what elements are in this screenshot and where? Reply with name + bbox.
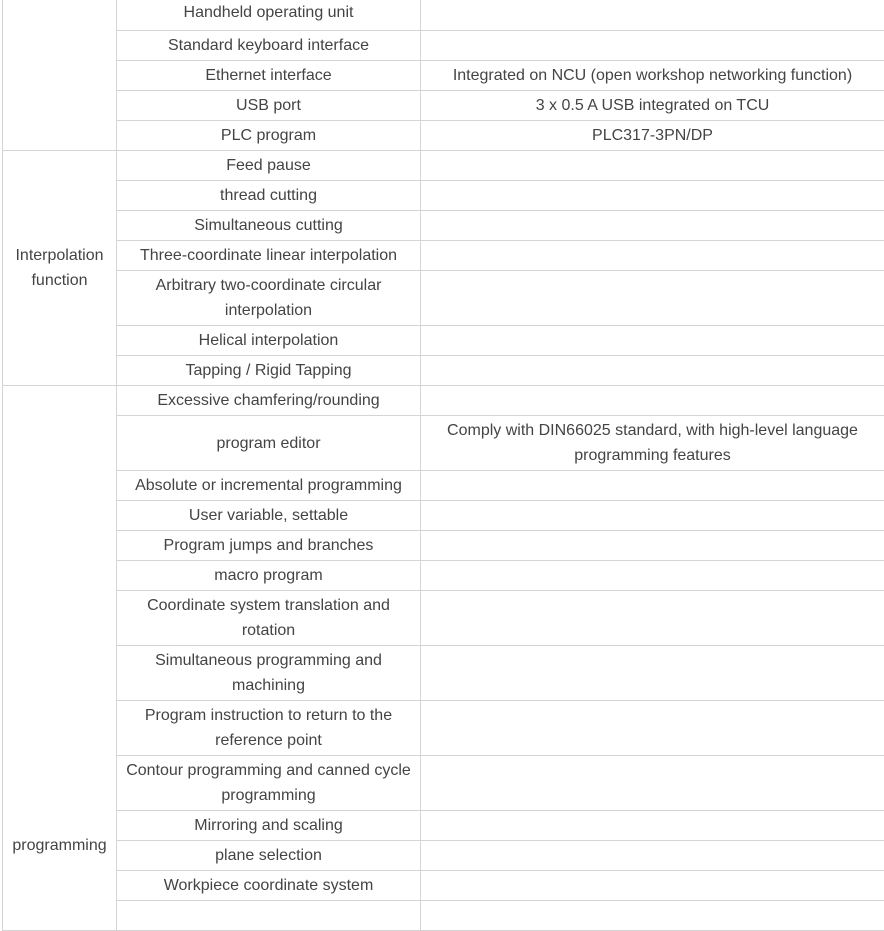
- table-row: [3, 501, 884, 531]
- table-row: [3, 386, 884, 416]
- value-cell: [421, 756, 884, 811]
- feature-cell: Arbitrary two-coordinate circular interpolation: [117, 271, 421, 326]
- value-cell: [421, 501, 884, 531]
- table-row: [3, 91, 884, 121]
- value-cell: Comply with DIN66025 standard, with high-level language programming features: [421, 416, 884, 471]
- table-row: [3, 241, 884, 271]
- feature-cell: USB port: [117, 91, 421, 121]
- table-row: [3, 0, 884, 31]
- feature-cell: Handheld operating unit: [117, 0, 421, 31]
- feature-cell: program editor: [117, 416, 421, 471]
- table-row: [3, 531, 884, 561]
- table-row: [3, 901, 884, 931]
- feature-cell: plane selection: [117, 841, 421, 871]
- table-row: [3, 211, 884, 241]
- value-cell: PLC317-3PN/DP: [421, 121, 884, 151]
- feature-cell: Absolute or incremental programming: [117, 471, 421, 501]
- value-cell: [421, 211, 884, 241]
- feature-cell: User variable, settable: [117, 501, 421, 531]
- table-row: [3, 31, 884, 61]
- table-row: [3, 181, 884, 211]
- table-row: [3, 61, 884, 91]
- value-cell: [421, 31, 884, 61]
- value-cell: [421, 841, 884, 871]
- feature-cell: Coordinate system translation and rotation: [117, 591, 421, 646]
- value-cell: [421, 471, 884, 501]
- category-cell: programming: [3, 386, 117, 931]
- feature-cell: PLC program: [117, 121, 421, 151]
- feature-cell: Simultaneous cutting: [117, 211, 421, 241]
- feature-cell: [117, 901, 421, 931]
- feature-cell: Standard keyboard interface: [117, 31, 421, 61]
- value-cell: Integrated on NCU (open workshop networking function): [421, 61, 884, 91]
- value-cell: [421, 561, 884, 591]
- feature-cell: Feed pause: [117, 151, 421, 181]
- feature-cell: Excessive chamfering/rounding: [117, 386, 421, 416]
- value-cell: [421, 181, 884, 211]
- value-cell: [421, 356, 884, 386]
- feature-cell: Simultaneous programming and machining: [117, 646, 421, 701]
- value-cell: [421, 0, 884, 31]
- feature-cell: thread cutting: [117, 181, 421, 211]
- value-cell: [421, 241, 884, 271]
- value-cell: [421, 591, 884, 646]
- value-cell: [421, 901, 884, 931]
- category-cell: [3, 0, 117, 151]
- table-row: [3, 151, 884, 181]
- table-row: [3, 756, 884, 811]
- table-row: [3, 471, 884, 501]
- table-row: [3, 121, 884, 151]
- feature-cell: Helical interpolation: [117, 326, 421, 356]
- value-cell: 3 x 0.5 A USB integrated on TCU: [421, 91, 884, 121]
- feature-cell: Program instruction to return to the reference point: [117, 701, 421, 756]
- table-row: [3, 416, 884, 471]
- feature-cell: macro program: [117, 561, 421, 591]
- value-cell: [421, 531, 884, 561]
- feature-cell: Ethernet interface: [117, 61, 421, 91]
- value-cell: [421, 386, 884, 416]
- table-row: [3, 561, 884, 591]
- feature-cell: Tapping / Rigid Tapping: [117, 356, 421, 386]
- value-cell: [421, 271, 884, 326]
- table-row: [3, 646, 884, 701]
- table-row: [3, 591, 884, 646]
- value-cell: [421, 646, 884, 701]
- feature-cell: Mirroring and scaling: [117, 811, 421, 841]
- table-row: [3, 841, 884, 871]
- table-row: [3, 871, 884, 901]
- table-row: [3, 271, 884, 326]
- table-row: [3, 326, 884, 356]
- value-cell: [421, 326, 884, 356]
- feature-cell: Workpiece coordinate system: [117, 871, 421, 901]
- feature-cell: Contour programming and canned cycle programming: [117, 756, 421, 811]
- category-cell: Interpolation function: [3, 151, 117, 386]
- value-cell: [421, 151, 884, 181]
- table-row: [3, 811, 884, 841]
- table-row: [3, 356, 884, 386]
- spec-table: [2, 0, 884, 931]
- value-cell: [421, 871, 884, 901]
- feature-cell: Three-coordinate linear interpolation: [117, 241, 421, 271]
- feature-cell: Program jumps and branches: [117, 531, 421, 561]
- value-cell: [421, 701, 884, 756]
- table-row: [3, 701, 884, 756]
- value-cell: [421, 811, 884, 841]
